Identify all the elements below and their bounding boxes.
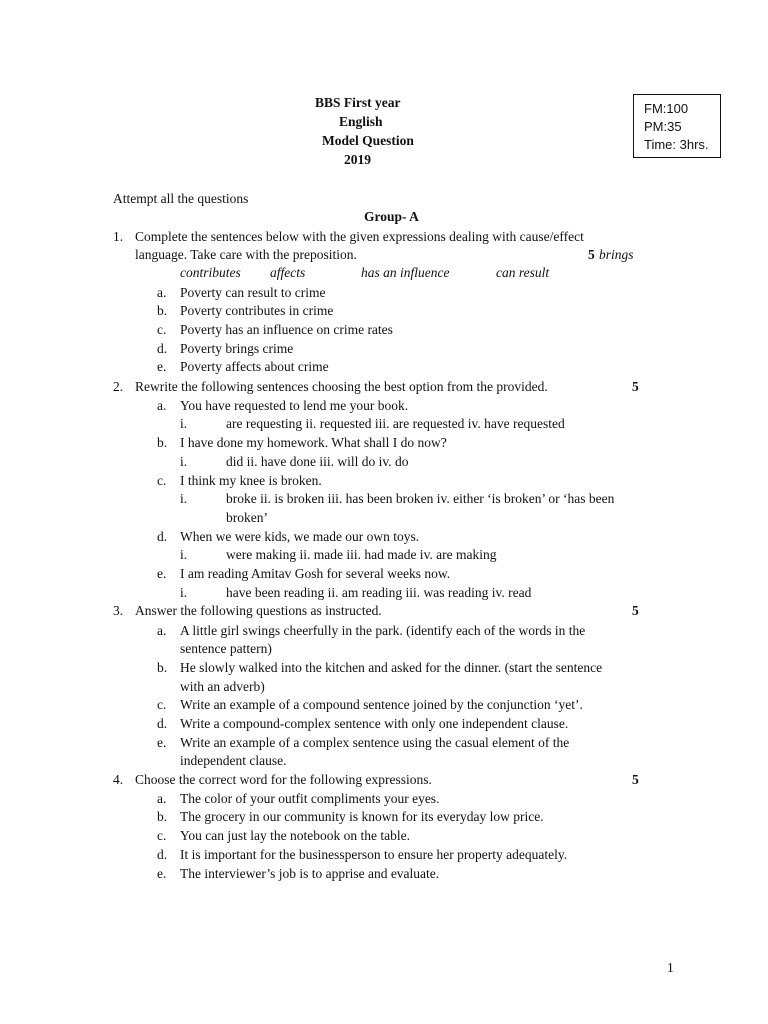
options-line: were making ii. made iii. had made iv. are making bbox=[226, 547, 497, 562]
page-number: 1 bbox=[667, 960, 674, 975]
options-line: broke ii. is broken iii. has been broken iv. either ‘is broken’ or ‘has been bbox=[226, 491, 615, 506]
list-item-continued: with an adverb) bbox=[180, 679, 265, 694]
q1-line-1: Complete the sentences below with the given expressions dealing with cause/effect bbox=[135, 229, 584, 244]
list-item: Poverty affects about crime bbox=[180, 359, 329, 374]
header-line-3: Model Question bbox=[322, 133, 414, 148]
q4-line-1: Choose the correct word for the following expressions. bbox=[135, 772, 432, 787]
list-item-letter: e. bbox=[157, 359, 167, 374]
option-roman: i. bbox=[180, 491, 188, 506]
list-item: You have requested to lend me your book. bbox=[180, 398, 409, 413]
list-item: Poverty has an influence on crime rates bbox=[180, 322, 393, 337]
list-item: Poverty contributes in crime bbox=[180, 303, 334, 318]
q1-expr-result: can result bbox=[496, 265, 550, 280]
list-item-letter: a. bbox=[157, 398, 167, 413]
instruction: Attempt all the questions bbox=[113, 191, 249, 206]
q1-line-2: language. Take care with the preposition. bbox=[135, 247, 357, 262]
q3-number: 3. bbox=[113, 603, 124, 618]
list-item-letter: c. bbox=[157, 828, 167, 843]
list-item-letter: e. bbox=[157, 735, 167, 750]
q3-line-1: Answer the following questions as instructed. bbox=[135, 603, 382, 618]
q4-number: 4. bbox=[113, 772, 124, 787]
list-item-letter: e. bbox=[157, 566, 167, 581]
q4-marks: 5 bbox=[632, 772, 639, 787]
list-item: Write a compound-complex sentence with only one independent clause. bbox=[180, 716, 569, 731]
list-item-letter: d. bbox=[157, 341, 168, 356]
list-item-letter: b. bbox=[157, 303, 168, 318]
q2-marks: 5 bbox=[632, 379, 639, 394]
list-item: It is important for the businessperson to ensure her property adequately. bbox=[180, 847, 568, 862]
list-item-continued: sentence pattern) bbox=[180, 641, 272, 656]
list-item-letter: d. bbox=[157, 847, 168, 862]
list-item: I am reading Amitav Gosh for several weeks now. bbox=[180, 566, 451, 581]
marks-info-box bbox=[633, 94, 721, 158]
list-item-letter: e. bbox=[157, 866, 167, 881]
list-item-letter: c. bbox=[157, 473, 167, 488]
list-item: Write an example of a compound sentence joined by the conjunction ‘yet’. bbox=[180, 697, 583, 712]
list-item: I have done my homework. What shall I do now? bbox=[180, 435, 447, 450]
list-item-letter: d. bbox=[157, 529, 168, 544]
list-item: The grocery in our community is known for its everyday low price. bbox=[180, 809, 544, 824]
list-item-letter: b. bbox=[157, 435, 168, 450]
group-title: Group- A bbox=[364, 209, 419, 224]
option-roman: i. bbox=[180, 547, 188, 562]
list-item-letter: a. bbox=[157, 623, 167, 638]
option-roman: i. bbox=[180, 416, 188, 431]
list-item-letter: a. bbox=[157, 791, 167, 806]
list-item-letter: a. bbox=[157, 285, 167, 300]
q1-number: 1. bbox=[113, 229, 124, 244]
list-item: I think my knee is broken. bbox=[180, 473, 322, 488]
full-marks: FM:100 bbox=[644, 101, 689, 116]
options-line: did ii. have done iii. will do iv. do bbox=[226, 454, 409, 469]
q1-expr-influence: has an influence bbox=[361, 265, 450, 280]
q2-number: 2. bbox=[113, 379, 124, 394]
q1-expr-brings: brings bbox=[599, 247, 634, 262]
list-item-letter: b. bbox=[157, 660, 168, 675]
options-line: are requesting ii. requested iii. are requested iv. have requested bbox=[226, 416, 565, 431]
q1-expr-affects: affects bbox=[270, 265, 306, 280]
list-item: When we were kids, we made our own toys. bbox=[180, 529, 420, 544]
header-line-1: BBS First year bbox=[315, 95, 401, 110]
options-line: have been reading ii. am reading iii. was reading iv. read bbox=[226, 585, 532, 600]
q2-line-1: Rewrite the following sentences choosing the best option from the provided. bbox=[135, 379, 548, 394]
list-item-letter: c. bbox=[157, 322, 167, 337]
q1-expr-contributes: contributes bbox=[180, 265, 241, 280]
option-roman: i. bbox=[180, 585, 188, 600]
pass-marks: PM:35 bbox=[644, 119, 682, 134]
list-item: Poverty brings crime bbox=[180, 341, 294, 356]
time-allowed: Time: 3hrs. bbox=[644, 137, 709, 152]
list-item: The interviewer’s job is to apprise and evaluate. bbox=[180, 866, 440, 881]
list-item: A little girl swings cheerfully in the park. (identify each of the words in the bbox=[180, 623, 586, 638]
list-item-letter: c. bbox=[157, 697, 167, 712]
header-line-2: English bbox=[339, 114, 383, 129]
list-item: Poverty can result to crime bbox=[180, 285, 326, 300]
q1-marks: 5 bbox=[588, 247, 595, 262]
list-item-continued: independent clause. bbox=[180, 753, 287, 768]
q3-marks: 5 bbox=[632, 603, 639, 618]
options-line-continued: broken’ bbox=[226, 510, 268, 525]
header-line-4: 2019 bbox=[344, 152, 371, 167]
list-item: Write an example of a complex sentence using the casual element of the bbox=[180, 735, 570, 750]
list-item-letter: b. bbox=[157, 809, 168, 824]
list-item-letter: d. bbox=[157, 716, 168, 731]
option-roman: i. bbox=[180, 454, 188, 469]
list-item: You can just lay the notebook on the table. bbox=[180, 828, 410, 843]
list-item: The color of your outfit compliments your eyes. bbox=[180, 791, 440, 806]
list-item: He slowly walked into the kitchen and asked for the dinner. (start the sentence bbox=[180, 660, 603, 675]
